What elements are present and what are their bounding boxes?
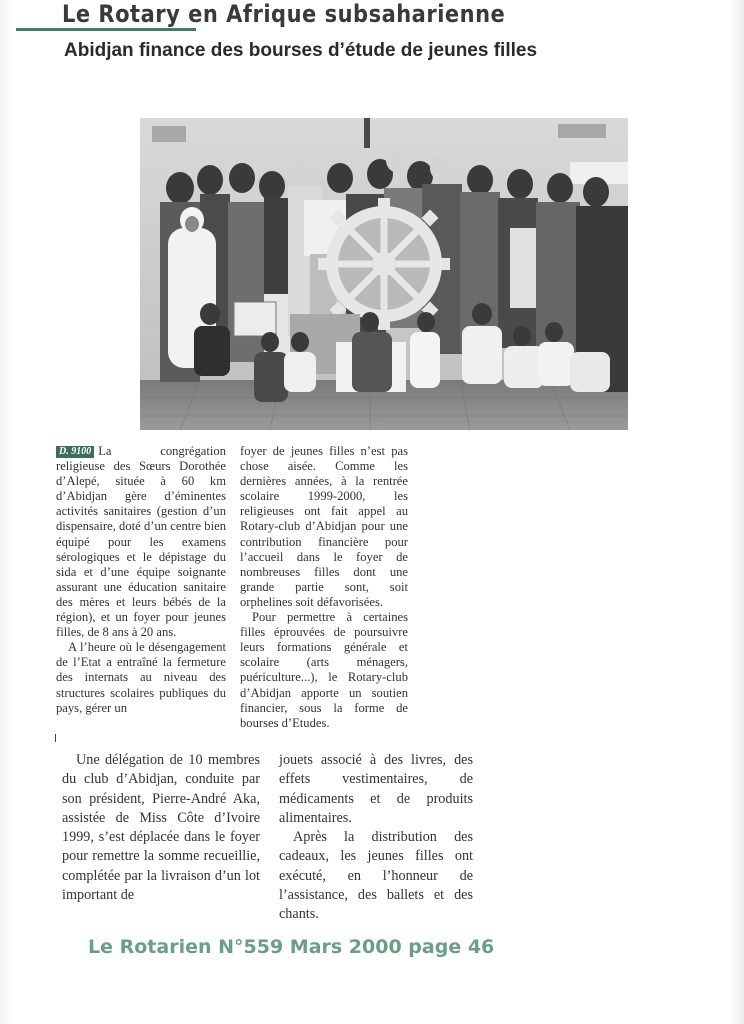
article-headline: Abidjan finance des bourses d’étude de jeunes filles (64, 40, 538, 61)
group-photo-illustration (140, 118, 628, 430)
column2-paragraph-1: foyer de jeunes filles n’est pas chose aisée. Comme les dernières années, à la rentrée scolaire 1999-2000, les religieuses ont fait appel au Rotary-club d’Abidjan pour une contribution financière pour l’accueil dans le foyer de nombreuses filles dont une grande partie sont, soit orphelines soit défavorisées. (240, 444, 408, 609)
page-footer: Le Rotarien N°559 Mars 2000 page 46 (88, 936, 495, 958)
article-column-3 (62, 751, 260, 905)
column1-paragraph-1 (56, 444, 226, 640)
column2-paragraph-2: Pour permettre à certaines filles éprouvées de poursuivre leurs formations générale et scolaire (arts ménagers, puériculture...), le Rotary-club d’Abidjan apporte un soutien financier, sous la forme de bourses d’Etudes. (240, 610, 408, 730)
column4-paragraph-1: jouets associé à des livres, des effets vestimentaires, de médicaments et de produits alimentaires. (279, 752, 473, 826)
column1-paragraph-1-text: La congrégation religieuse des Sœurs Dorothée d’Alepé, située à 60 km d’Abidjan gère d’éminentes activités sanitaires (gestion d’un dispensaire, doté d’un centre bien équipé pour les examens sérologiques et le dépistage du sida et d’une équipe soignante assurant une éducation sanitaire des mères et leurs bébés de la région), et un foyer pour jeunes filles, de 8 ans à 20 ans. (56, 444, 226, 640)
column1-paragraph-2: A l’heure où le désengagement de l’Etat a entraîné la fermeture des internats au niveau des structures scolaires publiques du pays, gérer un (56, 640, 226, 715)
column-marker (55, 734, 56, 742)
article-column-4 (279, 751, 473, 925)
column4-paragraph-2: Après la distribution des cadeaux, les jeunes filles ont exécuté, en l’honneur de l’assistance, des ballets et des chants. (279, 829, 473, 923)
group-photo (140, 118, 628, 430)
header-rule (16, 28, 196, 31)
article-column-2 (240, 444, 408, 731)
column3-paragraph-1: Une délégation de 10 membres du club d’Abidjan, conduite par son président, Pierre-André Aka, assistée de Miss Côte d’Ivoire 1999, s’est déplacée dans le foyer pour remettre la somme recueillie, complétée par la livraison d’un lot important de (62, 752, 260, 904)
district-tag: D. 9100 (56, 446, 94, 458)
article-column-1 (56, 444, 226, 716)
rotary-wheel (318, 198, 450, 330)
section-header: Le Rotary en Afrique subsaharienne (62, 0, 506, 28)
